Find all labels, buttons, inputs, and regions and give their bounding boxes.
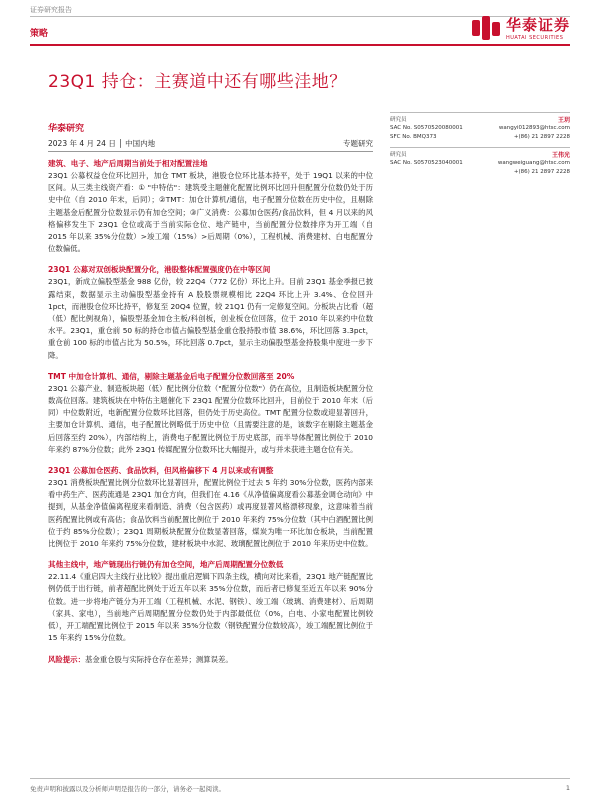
- summary-section: [48, 559, 373, 644]
- analyst-card: [390, 147, 570, 176]
- section-text: 22.11.4《重启四大主线行业比较》提出重启逻辑下四条主线，横向对比来看，23Q1 地产链配置比例仍低于出行链，前者超配比例处于近五年以来 35%分位数，而后者已修复至近五年以来 90%分位数。进一步将地产链分为开工端（工程机械、水泥、钢铁）、竣工端（玻璃、消费建材）、后周期（家具、家电），当前地产后周期配置分位数仍处于内部最低位（0%，白电、小家电配置比例较低），开工端配置比例位于 2015 年以来 35%分位数（钢铁配置分位数较高），竣工端配置比例位于 15 年来约 15%分位数。: [48, 572, 373, 643]
- summary-section: [48, 465, 373, 550]
- section-text: 23Q1 消费板块配置比例分位数环比显著回升，配置比例位于过去 5 年约 30%分位数，医药内部来看中药生产、医药流通是 23Q1 加仓方向，但我们在 4.16《从净值偏离度看公募基金调仓动向》中提到，从基金净值偏离程度来看制造、消费（包含医药）或再度显著风格漂移现象，这意味着当前医药配置比例或有高估；食品饮料当前配置比例位于 2010 年来约 75%分位数（其中白酒配置比例位于约 85%分位数）；23Q1 周期板块配置分位数显著回落，煤炭为唯一环比加仓板块，当前配置比例位于 2010 年来约 75%分位数，建材板块中水泥、玻璃配置比例位于 2010 年来历史中位数。: [48, 478, 373, 549]
- analyst-sfc: SFC No. BMQ373: [390, 133, 437, 140]
- analyst-panel: [390, 112, 570, 182]
- section-heading: 建筑、电子、地产后周期当前处于相对配置洼地: [48, 159, 208, 168]
- analyst-sac: SAC No. S0570523040001: [390, 160, 463, 166]
- meta-rule: [48, 151, 373, 152]
- section-heading: 23Q1 公募加仓医药、食品饮料，但风格偏移下 4 月以来或有调整: [48, 466, 274, 476]
- summary-section: [48, 371, 373, 456]
- analyst-sac: SAC No. S0570520080001: [390, 125, 463, 131]
- risk-text: 基金重仓股与实际持仓存在差异；测算误差。: [84, 654, 233, 664]
- section-heading: TMT 中加仓计算机、通信，剔除主题基金后电子配置分位数回落至 20%: [48, 371, 295, 381]
- logo-name-en: HUATAI SECURITIES: [505, 35, 564, 41]
- section-text: 23Q1 公募权益仓位环比回升，加仓 TMT 板块，港股仓位环比基本持平，处于 19Q1 以来的中位区间。从三类主线资产看：① "中特估"：建筑受主题催化配置比例环比回升但配置分位数仍处于历史中位（自 2010 年末，后同）；②TMT：加仓计算机/通信，电子配置分位数在历史中位，且剔除主题基金后配置分位数显示仍有加仓空间；③广义消费：公募加仓医药/食品饮料，但 4 月以来的风格偏移发生下 23Q1 仓位或高于当前实际仓位、地产链中，当前配置分位数排序为开工端（自 2015 年以来 35%分位数）>竣工端（15%）>后周期（0%），工程机械、消费建材、白电配置分位数偏低。: [48, 171, 373, 254]
- analyst-email[interactable]: wangweiguang@htsc.com: [497, 160, 570, 166]
- logo-icon: [472, 16, 502, 40]
- report-type: 专题研究: [343, 139, 373, 148]
- report-category: 策略: [30, 29, 49, 39]
- section-heading: 23Q1 公募对双创板块配置分化，港股整体配置强度仍在中等区间: [48, 265, 271, 275]
- section-heading: 其他主线中，地产链现出行链仍有加仓空间，地产后周期配置分位数低: [48, 560, 284, 570]
- summary-section: [48, 264, 373, 361]
- logo-name-cn: 华泰证券: [505, 16, 570, 34]
- analyst-card: [390, 112, 570, 141]
- report-title: 23Q1 持仓：主赛道中还有哪些洼地？: [48, 72, 347, 92]
- analyst-email[interactable]: wangyi012893@htsc.com: [498, 125, 570, 131]
- analyst-role: 研究员: [390, 117, 407, 123]
- section-text: 23Q1 公募产业、制造板块超（低）配比例分位数（"配置分位数"）仍在高位，且制造板块配置分位数高位回落。建筑板块在中特估主题催化下 23Q1 配置分位数环比回升，目前位于 2010 年末（后同）中位数附近，电新配置分位数环比回落，但仍处于历史高位。TMT 配置分位数或迎显著回升，主要加仓计算机、通信，电子配置比例略低于历史中位（且需要注意的是，该数字在剔除主题基金后回落至约 20%），内部结构上，消费电子配置比例位于历史底部，而半导体配置比例位于 2010 年来约 87%分位数；此外 23Q1 传媒配置分位数环比大幅提升，或与并未获进主题仓位有关。: [48, 383, 373, 454]
- research-org: 华泰研究: [48, 124, 85, 134]
- analyst-phone: +(86) 21 2897 2228: [513, 168, 570, 175]
- risk-note: [48, 654, 373, 666]
- summary-section: [48, 158, 373, 255]
- analyst-name: 王伟光: [551, 152, 570, 159]
- category-rule: [30, 44, 570, 46]
- footer-rule: [30, 778, 570, 779]
- date-region: 2023 年 4 月 24 日 │ 中国内地: [48, 139, 156, 148]
- brand-logo: [472, 14, 570, 41]
- doc-type-label: 证券研究报告: [30, 6, 72, 14]
- page-number: 1: [565, 784, 570, 792]
- meta-row: [48, 138, 373, 149]
- analyst-phone: +(86) 21 2897 2228: [513, 133, 570, 140]
- footer-disclaimer: 免责声明和披露以及分析师声明是报告的一部分，请务必一起阅读。: [30, 785, 225, 793]
- section-text: 23Q1，新成立偏股型基金 988 亿份，较 22Q4（772 亿份）环比上升。目前 23Q1 基金季报已披露结束，数据显示主动偏股型基金持有 A 股股票规模相比 22Q4 环比上升 3.4%、仓位回升 1pct，而港股仓位环比持平，修复至 20Q4 位置，较 21Q1 仍有一定修复空间。分板块占比看（超（低）配比例视角），偏股型基金加仓主板/科创板，创业板仓位回落，位于 2010 年以来约中位数水平。23Q1，重仓前 50 标的持仓市值占偏股型基金重仓股持股市值 38.6%，环比回落 3.3pct，重仓前 100 标的市值占比为 50.5%，环比回落 0.7pct，显示主动偏股型基金持股集中度进一步下降。: [48, 277, 373, 360]
- risk-label: 风险提示：: [48, 654, 85, 664]
- analyst-role: 研究员: [390, 152, 407, 158]
- report-body: [48, 158, 373, 666]
- analyst-name: 王玥: [557, 117, 570, 124]
